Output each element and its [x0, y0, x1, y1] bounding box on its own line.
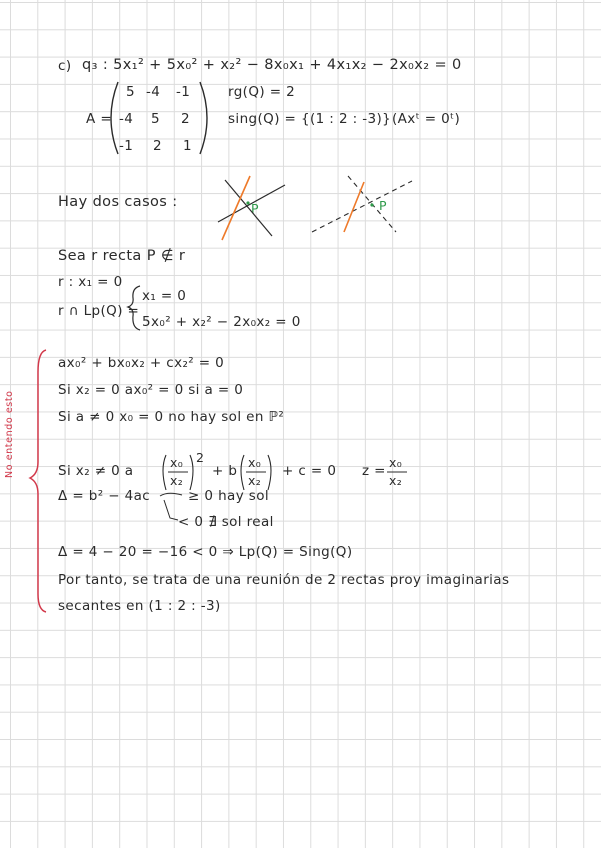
sketch-black-line [218, 185, 285, 222]
case-x2-nonzero: Si x₂ ≠ 0 a [58, 463, 134, 479]
part-label: c) [58, 58, 72, 74]
matrix-cell: 5 [151, 111, 160, 127]
discriminant-value: Δ = 4 − 20 = −16 < 0 ⇒ Lp(Q) = Sing(Q) [58, 544, 353, 560]
conclusion-line-1: Por tanto, se trata de una reunión de 2 rectas proy imaginarias [58, 572, 510, 588]
quadric-equation: q₃ : 5x₁² + 5x₀² + x₂² − 8x₀x₁ + 4x₁x₂ − 2x₀x₂ = 0 [82, 57, 462, 73]
conclusion-line-2: secantes en (1 : 2 : -3) [58, 598, 221, 614]
fraction-paren [163, 455, 166, 490]
line-r-definition: r : x₁ = 0 [58, 274, 123, 290]
rank-text: rg(Q) = 2 [228, 84, 296, 100]
sketch-black-line [225, 180, 272, 236]
discriminant: Δ = b² − 4ac [58, 488, 151, 504]
fraction-paren [268, 455, 271, 490]
fraction-numerator: x₀ [389, 455, 403, 470]
sketch-orange-line [222, 176, 250, 240]
cases-text: Hay dos casos : [58, 194, 178, 210]
margin-note: No entendo esto [4, 390, 15, 478]
matrix-cell: -4 [119, 111, 134, 127]
discriminant-negative: < 0 ∄ sol real [178, 514, 274, 530]
plus-b: + b [212, 463, 238, 479]
matrix-cell: 1 [183, 138, 192, 154]
line-r-intro: Sea r recta P ∉ r [58, 248, 186, 264]
plus-c: + c = 0 [282, 463, 337, 479]
fraction-paren [241, 455, 244, 490]
branch-arrow [164, 500, 178, 520]
singular-condition: (Axᵗ = 0ᵗ) [392, 111, 461, 127]
general-equation: ax₀² + bx₀x₂ + cx₂² = 0 [58, 355, 225, 371]
fraction-denominator: x₂ [248, 473, 262, 488]
fraction-numerator: x₀ [248, 455, 262, 470]
sketch-point [246, 201, 249, 204]
matrix-cell: 2 [181, 111, 190, 127]
branch-arrow [160, 493, 182, 496]
intersection-label: r ∩ Lp(Q) = [58, 303, 140, 319]
matrix-cell: -4 [146, 84, 161, 100]
matrix-cell: -1 [119, 138, 134, 154]
matrix-right-paren [200, 82, 207, 154]
case-a-nonzero: Si a ≠ 0 x₀ = 0 no hay sol en ℙ² [58, 409, 285, 425]
point-label-1: P [251, 201, 259, 216]
red-brace [30, 350, 46, 612]
matrix-cell: -1 [176, 84, 191, 100]
square-exponent: 2 [196, 450, 205, 465]
system-eq-2: 5x₀² + x₂² − 2x₀x₂ = 0 [142, 314, 301, 330]
substitution-z: z = [362, 463, 386, 479]
system-brace [128, 286, 140, 330]
singular-set-text: sing(Q) = {(1 : 2 : -3)} [228, 111, 392, 127]
case-x2-zero: Si x₂ = 0 ax₀² = 0 si a = 0 [58, 382, 244, 398]
sketch-point [370, 203, 373, 206]
matrix-label: A = [86, 111, 113, 127]
fraction-paren [190, 455, 193, 490]
system-eq-1: x₁ = 0 [142, 288, 187, 304]
fraction-numerator: x₀ [170, 455, 184, 470]
fraction-denominator: x₂ [170, 473, 184, 488]
matrix-cell: 5 [126, 84, 135, 100]
matrix-left-paren [111, 82, 118, 154]
point-label-2: P [379, 198, 387, 213]
fraction-denominator: x₂ [389, 473, 403, 488]
discriminant-positive: ≥ 0 hay sol [188, 488, 270, 504]
matrix-cell: 2 [153, 138, 162, 154]
